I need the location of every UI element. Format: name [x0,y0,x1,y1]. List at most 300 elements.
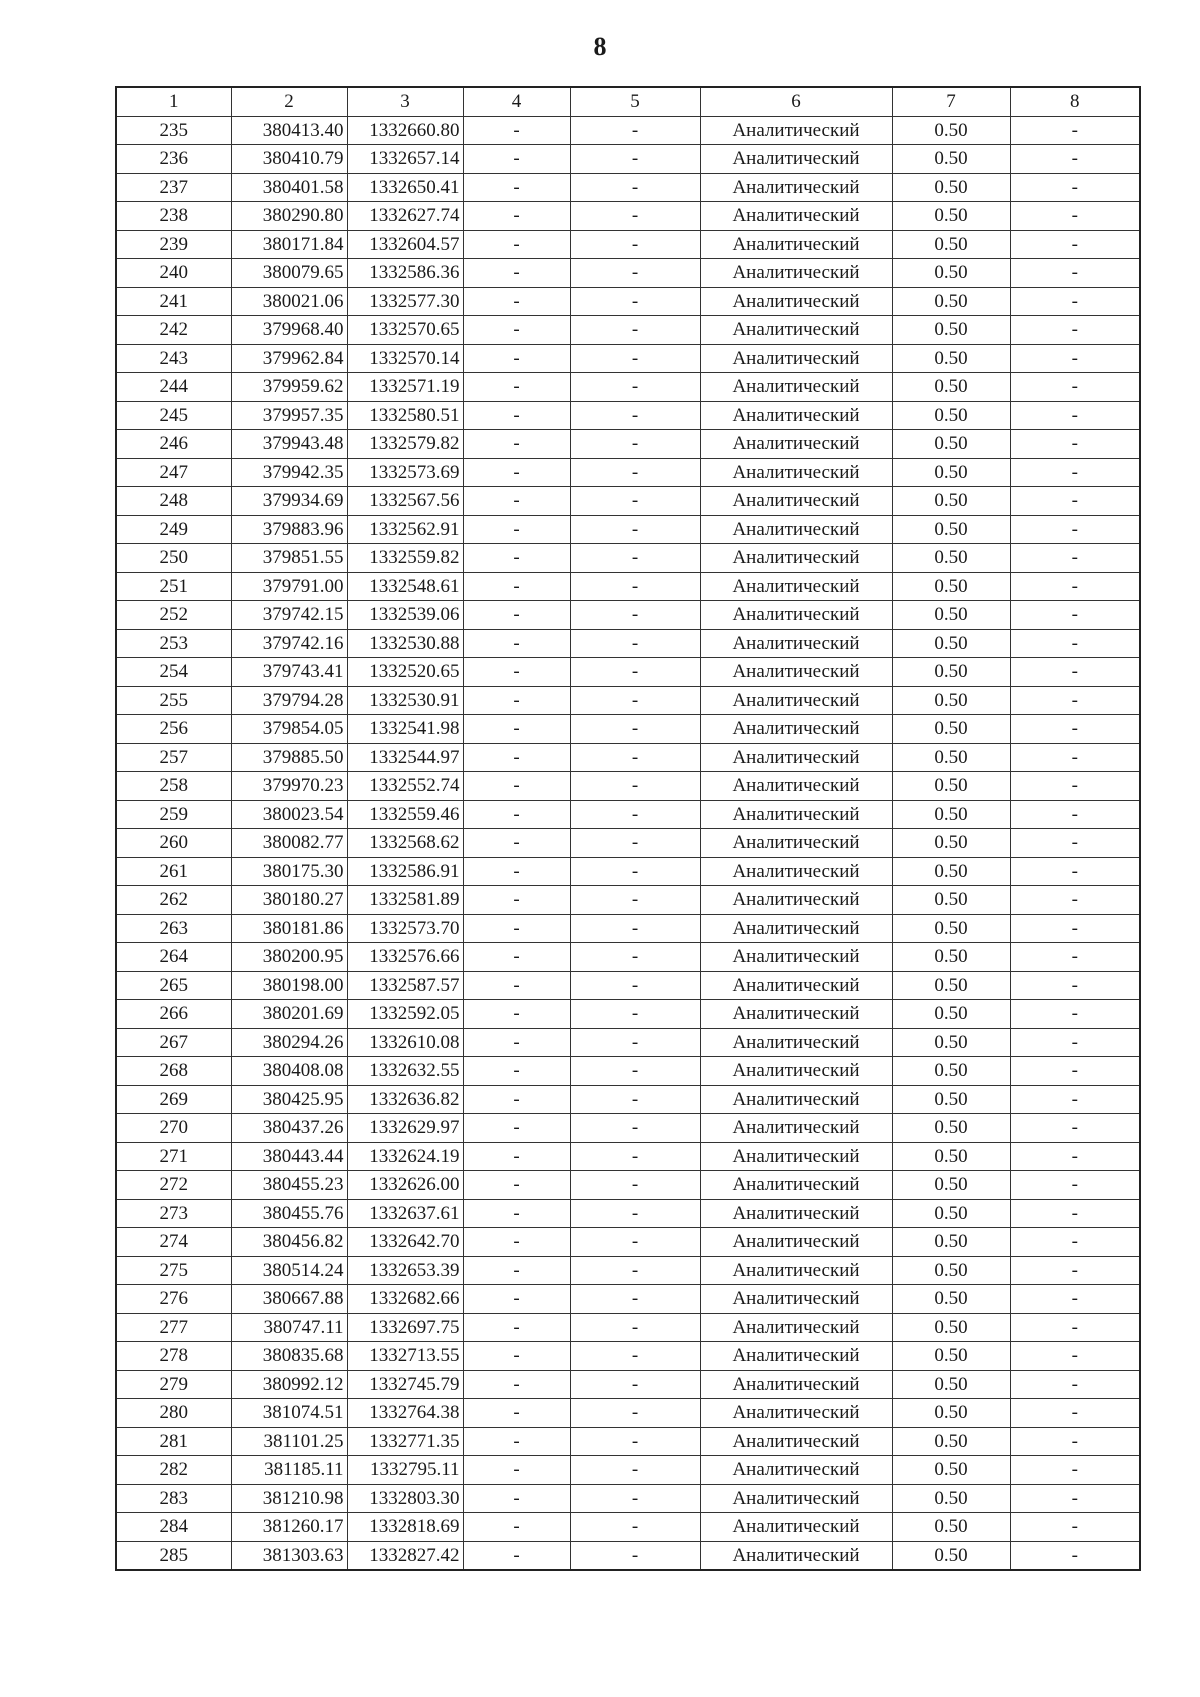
column-5-cell: - [570,1456,700,1485]
column-5-cell: - [570,1142,700,1171]
method-cell: Аналитический [700,1256,892,1285]
column-5-cell: - [570,173,700,202]
column-4-cell: - [463,629,570,658]
column-8-cell: - [1010,202,1140,231]
y-coordinate-cell: 1332592.05 [347,1000,463,1029]
column-header: 6 [700,87,892,116]
column-8-cell: - [1010,829,1140,858]
column-4-cell: - [463,1285,570,1314]
x-coordinate-cell: 381210.98 [231,1484,347,1513]
column-8-cell: - [1010,259,1140,288]
accuracy-cell: 0.50 [892,886,1010,915]
point-number-cell: 261 [116,857,231,886]
accuracy-cell: 0.50 [892,116,1010,145]
column-5-cell: - [570,829,700,858]
point-number-cell: 268 [116,1057,231,1086]
column-8-cell: - [1010,1313,1140,1342]
column-8-cell: - [1010,1085,1140,1114]
column-8-cell: - [1010,145,1140,174]
y-coordinate-cell: 1332632.55 [347,1057,463,1086]
column-4-cell: - [463,116,570,145]
x-coordinate-cell: 379743.41 [231,658,347,687]
accuracy-cell: 0.50 [892,1399,1010,1428]
column-4-cell: - [463,230,570,259]
table-row [116,658,1140,687]
column-4-cell: - [463,1142,570,1171]
table-row [116,1000,1140,1029]
accuracy-cell: 0.50 [892,202,1010,231]
point-number-cell: 278 [116,1342,231,1371]
point-number-cell: 273 [116,1199,231,1228]
method-cell: Аналитический [700,230,892,259]
column-8-cell: - [1010,686,1140,715]
x-coordinate-cell: 379791.00 [231,572,347,601]
method-cell: Аналитический [700,458,892,487]
point-number-cell: 250 [116,544,231,573]
y-coordinate-cell: 1332764.38 [347,1399,463,1428]
column-5-cell: - [570,914,700,943]
table-row [116,487,1140,516]
point-number-cell: 274 [116,1228,231,1257]
column-8-cell: - [1010,1142,1140,1171]
x-coordinate-cell: 380455.76 [231,1199,347,1228]
x-coordinate-cell: 380455.23 [231,1171,347,1200]
column-4-cell: - [463,943,570,972]
point-number-cell: 257 [116,743,231,772]
point-number-cell: 248 [116,487,231,516]
column-5-cell: - [570,544,700,573]
column-4-cell: - [463,1085,570,1114]
column-5-cell: - [570,686,700,715]
method-cell: Аналитический [700,344,892,373]
method-cell: Аналитический [700,886,892,915]
table-row [116,544,1140,573]
table-row [116,1199,1140,1228]
point-number-cell: 271 [116,1142,231,1171]
column-8-cell: - [1010,515,1140,544]
column-8-cell: - [1010,1114,1140,1143]
column-5-cell: - [570,601,700,630]
column-5-cell: - [570,1057,700,1086]
column-header: 3 [347,87,463,116]
column-4-cell: - [463,1427,570,1456]
point-number-cell: 260 [116,829,231,858]
accuracy-cell: 0.50 [892,1199,1010,1228]
method-cell: Аналитический [700,743,892,772]
x-coordinate-cell: 380180.27 [231,886,347,915]
method-cell: Аналитический [700,857,892,886]
accuracy-cell: 0.50 [892,743,1010,772]
column-4-cell: - [463,487,570,516]
column-4-cell: - [463,1228,570,1257]
x-coordinate-cell: 380425.95 [231,1085,347,1114]
accuracy-cell: 0.50 [892,316,1010,345]
table-row [116,401,1140,430]
column-8-cell: - [1010,743,1140,772]
accuracy-cell: 0.50 [892,914,1010,943]
column-8-cell: - [1010,601,1140,630]
column-5-cell: - [570,1199,700,1228]
x-coordinate-cell: 380992.12 [231,1370,347,1399]
column-5-cell: - [570,1114,700,1143]
method-cell: Аналитический [700,686,892,715]
column-4-cell: - [463,1456,570,1485]
column-8-cell: - [1010,572,1140,601]
column-5-cell: - [570,287,700,316]
column-5-cell: - [570,971,700,1000]
column-8-cell: - [1010,230,1140,259]
column-8-cell: - [1010,1427,1140,1456]
column-5-cell: - [570,1342,700,1371]
y-coordinate-cell: 1332530.91 [347,686,463,715]
table-row [116,1370,1140,1399]
column-8-cell: - [1010,1199,1140,1228]
table-row [116,116,1140,145]
column-5-cell: - [570,373,700,402]
point-number-cell: 237 [116,173,231,202]
x-coordinate-cell: 381185.11 [231,1456,347,1485]
y-coordinate-cell: 1332604.57 [347,230,463,259]
table-row [116,316,1140,345]
x-coordinate-cell: 381101.25 [231,1427,347,1456]
column-8-cell: - [1010,1456,1140,1485]
column-4-cell: - [463,686,570,715]
accuracy-cell: 0.50 [892,458,1010,487]
table-row [116,1256,1140,1285]
point-number-cell: 264 [116,943,231,972]
y-coordinate-cell: 1332571.19 [347,373,463,402]
x-coordinate-cell: 380835.68 [231,1342,347,1371]
table-row [116,886,1140,915]
table-row [116,515,1140,544]
column-8-cell: - [1010,1541,1140,1570]
accuracy-cell: 0.50 [892,401,1010,430]
table-row [116,1114,1140,1143]
point-number-cell: 242 [116,316,231,345]
method-cell: Аналитический [700,116,892,145]
accuracy-cell: 0.50 [892,800,1010,829]
accuracy-cell: 0.50 [892,430,1010,459]
method-cell: Аналитический [700,173,892,202]
accuracy-cell: 0.50 [892,715,1010,744]
x-coordinate-cell: 380181.86 [231,914,347,943]
table-row [116,914,1140,943]
accuracy-cell: 0.50 [892,1541,1010,1570]
table-row [116,772,1140,801]
accuracy-cell: 0.50 [892,1313,1010,1342]
column-5-cell: - [570,458,700,487]
x-coordinate-cell: 380294.26 [231,1028,347,1057]
method-cell: Аналитический [700,145,892,174]
accuracy-cell: 0.50 [892,1370,1010,1399]
point-number-cell: 282 [116,1456,231,1485]
accuracy-cell: 0.50 [892,829,1010,858]
page-number: 8 [593,32,607,61]
column-8-cell: - [1010,943,1140,972]
y-coordinate-cell: 1332697.75 [347,1313,463,1342]
y-coordinate-cell: 1332626.00 [347,1171,463,1200]
column-8-cell: - [1010,544,1140,573]
point-number-cell: 251 [116,572,231,601]
column-8-cell: - [1010,715,1140,744]
point-number-cell: 265 [116,971,231,1000]
x-coordinate-cell: 380290.80 [231,202,347,231]
method-cell: Аналитический [700,829,892,858]
column-5-cell: - [570,743,700,772]
x-coordinate-cell: 380443.44 [231,1142,347,1171]
column-8-cell: - [1010,1484,1140,1513]
x-coordinate-cell: 379742.15 [231,601,347,630]
accuracy-cell: 0.50 [892,658,1010,687]
column-4-cell: - [463,772,570,801]
column-4-cell: - [463,430,570,459]
column-4-cell: - [463,458,570,487]
column-4-cell: - [463,544,570,573]
point-number-cell: 275 [116,1256,231,1285]
x-coordinate-cell: 380437.26 [231,1114,347,1143]
method-cell: Аналитический [700,1399,892,1428]
y-coordinate-cell: 1332568.62 [347,829,463,858]
point-number-cell: 240 [116,259,231,288]
y-coordinate-cell: 1332586.91 [347,857,463,886]
column-5-cell: - [570,344,700,373]
coordinates-table [115,86,1141,1571]
table-row [116,1028,1140,1057]
accuracy-cell: 0.50 [892,1114,1010,1143]
accuracy-cell: 0.50 [892,287,1010,316]
accuracy-cell: 0.50 [892,857,1010,886]
table-row [116,344,1140,373]
x-coordinate-cell: 379962.84 [231,344,347,373]
column-8-cell: - [1010,886,1140,915]
y-coordinate-cell: 1332745.79 [347,1370,463,1399]
column-header: 2 [231,87,347,116]
column-5-cell: - [570,1171,700,1200]
column-5-cell: - [570,1541,700,1570]
column-header: 8 [1010,87,1140,116]
y-coordinate-cell: 1332636.82 [347,1085,463,1114]
column-8-cell: - [1010,316,1140,345]
x-coordinate-cell: 379742.16 [231,629,347,658]
x-coordinate-cell: 381260.17 [231,1513,347,1542]
table-row [116,1427,1140,1456]
point-number-cell: 270 [116,1114,231,1143]
x-coordinate-cell: 380401.58 [231,173,347,202]
column-8-cell: - [1010,1028,1140,1057]
y-coordinate-cell: 1332653.39 [347,1256,463,1285]
column-4-cell: - [463,344,570,373]
accuracy-cell: 0.50 [892,629,1010,658]
column-4-cell: - [463,173,570,202]
method-cell: Аналитический [700,316,892,345]
y-coordinate-cell: 1332586.36 [347,259,463,288]
column-4-cell: - [463,287,570,316]
x-coordinate-cell: 380667.88 [231,1285,347,1314]
column-8-cell: - [1010,1256,1140,1285]
y-coordinate-cell: 1332587.57 [347,971,463,1000]
column-4-cell: - [463,1342,570,1371]
column-5-cell: - [570,487,700,516]
column-5-cell: - [570,401,700,430]
method-cell: Аналитический [700,914,892,943]
y-coordinate-cell: 1332642.70 [347,1228,463,1257]
table-row [116,686,1140,715]
method-cell: Аналитический [700,1114,892,1143]
table-body [116,116,1140,1570]
table-row [116,1285,1140,1314]
column-8-cell: - [1010,116,1140,145]
y-coordinate-cell: 1332567.56 [347,487,463,516]
point-number-cell: 284 [116,1513,231,1542]
point-number-cell: 263 [116,914,231,943]
x-coordinate-cell: 380023.54 [231,800,347,829]
column-5-cell: - [570,1370,700,1399]
table-row [116,1313,1140,1342]
y-coordinate-cell: 1332580.51 [347,401,463,430]
table-row [116,743,1140,772]
point-number-cell: 272 [116,1171,231,1200]
column-4-cell: - [463,373,570,402]
y-coordinate-cell: 1332577.30 [347,287,463,316]
method-cell: Аналитический [700,1370,892,1399]
column-4-cell: - [463,829,570,858]
method-cell: Аналитический [700,373,892,402]
column-4-cell: - [463,401,570,430]
accuracy-cell: 0.50 [892,373,1010,402]
point-number-cell: 249 [116,515,231,544]
table-row [116,1399,1140,1428]
column-5-cell: - [570,116,700,145]
table-row [116,857,1140,886]
method-cell: Аналитический [700,1427,892,1456]
y-coordinate-cell: 1332818.69 [347,1513,463,1542]
x-coordinate-cell: 380200.95 [231,943,347,972]
accuracy-cell: 0.50 [892,1427,1010,1456]
column-8-cell: - [1010,1342,1140,1371]
method-cell: Аналитический [700,430,892,459]
table-row [116,430,1140,459]
column-8-cell: - [1010,914,1140,943]
column-5-cell: - [570,202,700,231]
point-number-cell: 247 [116,458,231,487]
column-4-cell: - [463,202,570,231]
point-number-cell: 285 [116,1541,231,1570]
column-8-cell: - [1010,487,1140,516]
column-8-cell: - [1010,857,1140,886]
x-coordinate-cell: 379970.23 [231,772,347,801]
table-row [116,1484,1140,1513]
column-8-cell: - [1010,1000,1140,1029]
column-5-cell: - [570,259,700,288]
point-number-cell: 244 [116,373,231,402]
table-row [116,1171,1140,1200]
x-coordinate-cell: 380413.40 [231,116,347,145]
method-cell: Аналитический [700,1028,892,1057]
method-cell: Аналитический [700,1199,892,1228]
point-number-cell: 252 [116,601,231,630]
table-row [116,373,1140,402]
column-5-cell: - [570,1028,700,1057]
table-row [116,629,1140,658]
column-5-cell: - [570,515,700,544]
column-5-cell: - [570,1256,700,1285]
method-cell: Аналитический [700,202,892,231]
column-8-cell: - [1010,1513,1140,1542]
y-coordinate-cell: 1332627.74 [347,202,463,231]
y-coordinate-cell: 1332803.30 [347,1484,463,1513]
point-number-cell: 256 [116,715,231,744]
method-cell: Аналитический [700,1171,892,1200]
column-4-cell: - [463,1313,570,1342]
table-row [116,601,1140,630]
accuracy-cell: 0.50 [892,686,1010,715]
column-4-cell: - [463,1256,570,1285]
y-coordinate-cell: 1332520.65 [347,658,463,687]
accuracy-cell: 0.50 [892,1171,1010,1200]
column-4-cell: - [463,857,570,886]
y-coordinate-cell: 1332570.65 [347,316,463,345]
table-row [116,202,1140,231]
column-5-cell: - [570,772,700,801]
x-coordinate-cell: 379934.69 [231,487,347,516]
x-coordinate-cell: 380175.30 [231,857,347,886]
column-5-cell: - [570,800,700,829]
y-coordinate-cell: 1332541.98 [347,715,463,744]
method-cell: Аналитический [700,1513,892,1542]
accuracy-cell: 0.50 [892,1142,1010,1171]
y-coordinate-cell: 1332581.89 [347,886,463,915]
accuracy-cell: 0.50 [892,1342,1010,1371]
column-4-cell: - [463,515,570,544]
column-4-cell: - [463,259,570,288]
y-coordinate-cell: 1332827.42 [347,1541,463,1570]
point-number-cell: 238 [116,202,231,231]
column-8-cell: - [1010,458,1140,487]
method-cell: Аналитический [700,629,892,658]
x-coordinate-cell: 381303.63 [231,1541,347,1570]
column-8-cell: - [1010,373,1140,402]
accuracy-cell: 0.50 [892,572,1010,601]
method-cell: Аналитический [700,515,892,544]
table-row [116,800,1140,829]
column-8-cell: - [1010,629,1140,658]
x-coordinate-cell: 380201.69 [231,1000,347,1029]
table-row [116,230,1140,259]
method-cell: Аналитический [700,772,892,801]
column-8-cell: - [1010,173,1140,202]
table-row [116,1085,1140,1114]
column-4-cell: - [463,1028,570,1057]
y-coordinate-cell: 1332552.74 [347,772,463,801]
method-cell: Аналитический [700,658,892,687]
point-number-cell: 279 [116,1370,231,1399]
accuracy-cell: 0.50 [892,1028,1010,1057]
accuracy-cell: 0.50 [892,943,1010,972]
accuracy-cell: 0.50 [892,1285,1010,1314]
point-number-cell: 245 [116,401,231,430]
method-cell: Аналитический [700,259,892,288]
method-cell: Аналитический [700,1228,892,1257]
y-coordinate-cell: 1332637.61 [347,1199,463,1228]
method-cell: Аналитический [700,487,892,516]
method-cell: Аналитический [700,1285,892,1314]
method-cell: Аналитический [700,1456,892,1485]
x-coordinate-cell: 379885.50 [231,743,347,772]
column-4-cell: - [463,800,570,829]
column-8-cell: - [1010,287,1140,316]
column-5-cell: - [570,715,700,744]
y-coordinate-cell: 1332610.08 [347,1028,463,1057]
